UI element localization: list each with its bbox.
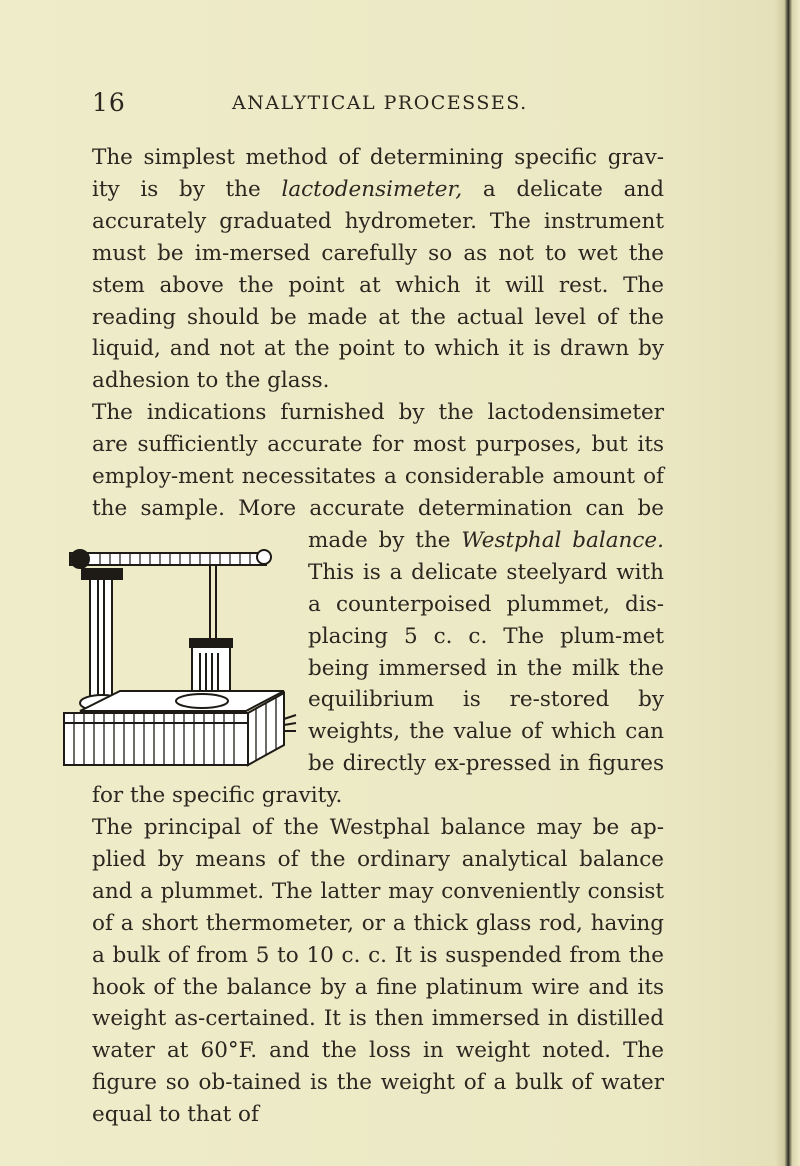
westphal-balance-figure <box>60 543 298 768</box>
paragraph-1-before: The simplest method of determining specific grav-ity is by the <box>92 145 664 202</box>
body-text <box>92 142 664 1131</box>
westphal-balance-term: Westphal balance. <box>461 527 664 553</box>
paragraph-1 <box>92 142 664 397</box>
westphal-balance-illustration <box>60 543 298 768</box>
paragraph-2 <box>92 397 664 812</box>
paragraph-1-after: a delicate and accurately graduated hydrometer. The instrument must be im-mersed carefully so as not to wet the stem above the point at which it will rest. The reading should be made at the actual level of the liquid, and not at the point to which it is drawn by adhesion to the glass. <box>92 176 664 394</box>
page-header <box>92 88 672 124</box>
paragraph-2-after: This is a delicate steelyard with a counterpoised plummet, dis-placing 5 c. c. The plum-met being immersed in the milk the equilibrium is re-stored by weights, the value of which can be directly ex-pressed in figures for the specific gravity. <box>92 559 664 809</box>
lactodensimeter-term: lactodensimeter, <box>281 176 463 202</box>
page-number: 16 <box>92 88 126 117</box>
paragraph-2-before: The indications furnished by the lactodensimeter are sufficiently accurate for most purposes, but its employ-ment necessitates a considerable amount of the sample. More accurate determination can be made by the <box>92 400 664 553</box>
book-spine-edge <box>774 0 800 1166</box>
paragraph-3: The principal of the Westphal balance may be ap-plied by means of the ordinary analytical balance and a plummet. The latter may conveniently consist of a short thermometer, or a thick glass rod, having a bulk of from 5 to 10 c. c. It is suspended from the hook of the balance by a fine platinum wire and its weight as-certained. It is then immersed in distilled water at 60°F. and the loss in weight noted. The figure so ob-tained is the weight of a bulk of water equal to that of <box>92 815 664 1128</box>
running-title: ANALYTICAL PROCESSES. <box>232 92 528 114</box>
